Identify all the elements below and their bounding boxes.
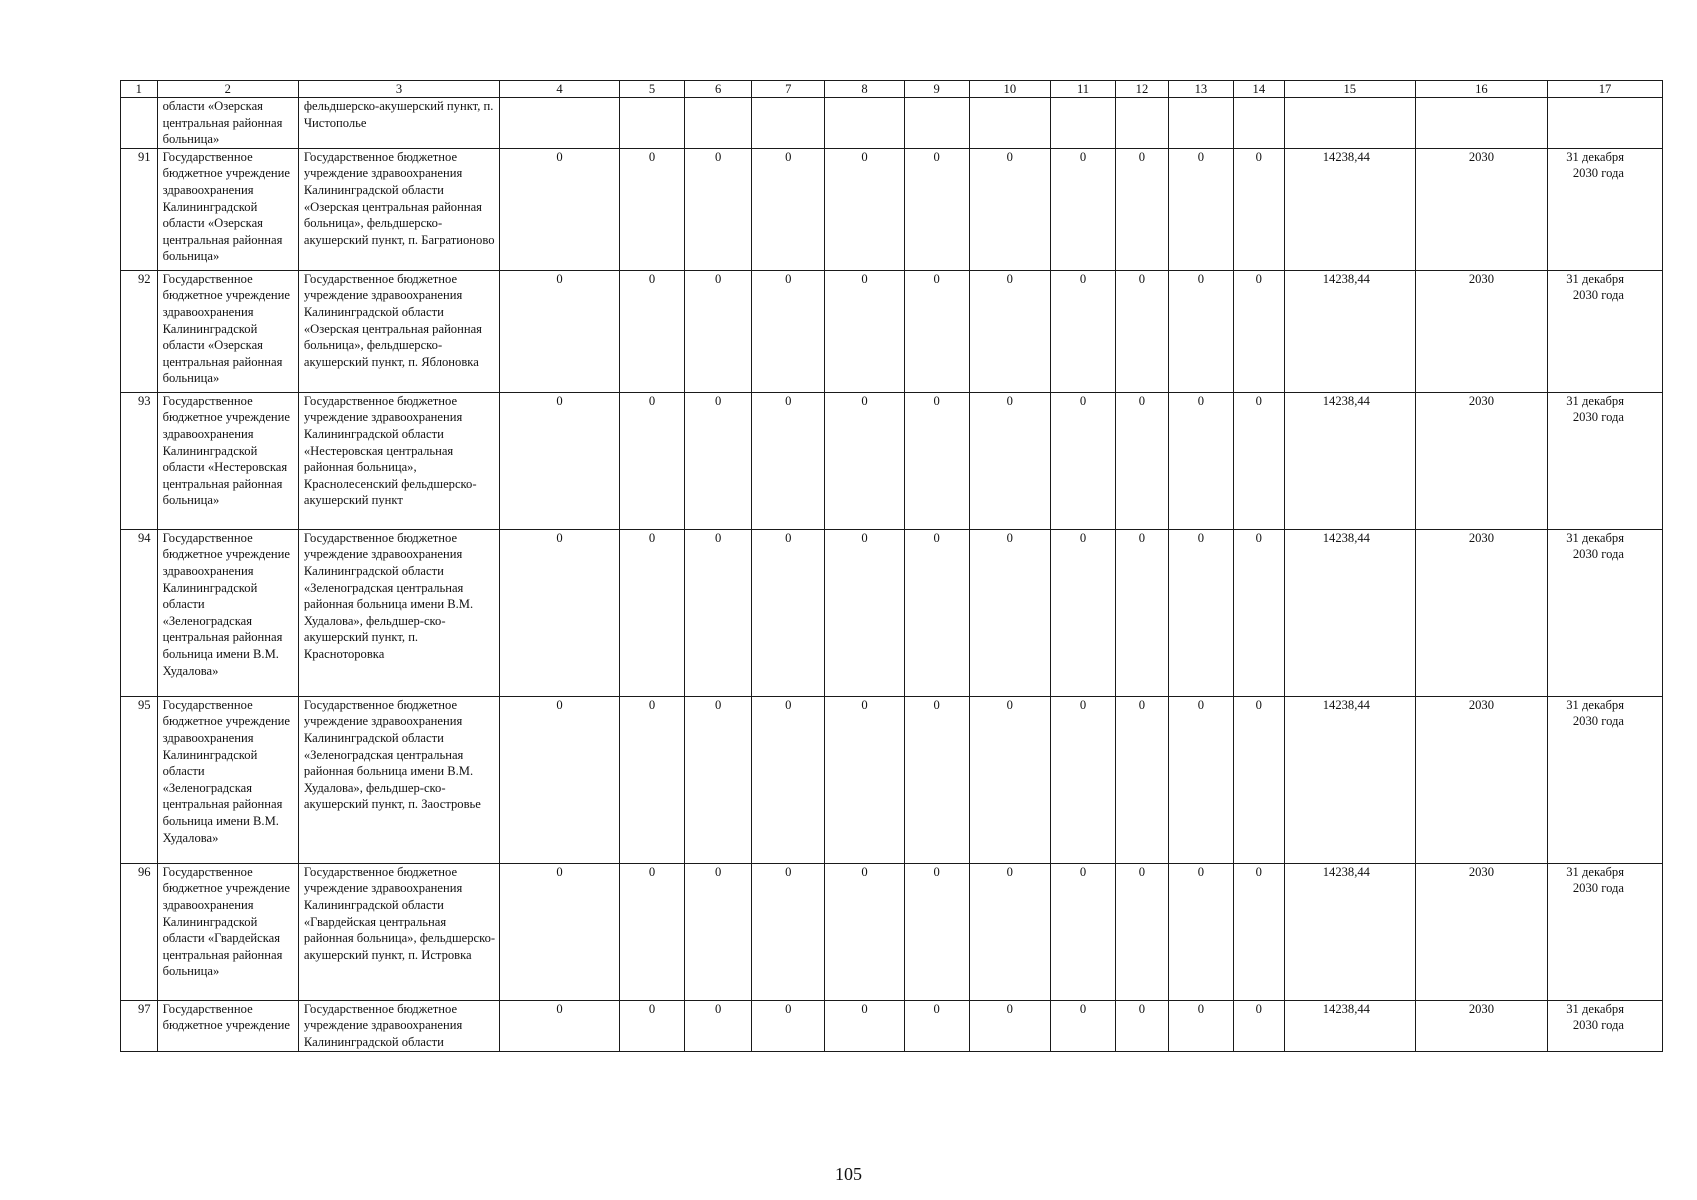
value-cell-col13: 0 <box>1168 148 1233 270</box>
table-row <box>121 696 1663 863</box>
value-cell-col5: 0 <box>620 148 685 270</box>
value-cell-col4: 0 <box>500 392 620 529</box>
value-cell-col6: 0 <box>685 270 752 392</box>
row-number-cell: 97 <box>121 1000 158 1051</box>
value-cell-col4 <box>500 98 620 149</box>
column-header-14: 14 <box>1233 81 1284 98</box>
column-header-1: 1 <box>121 81 158 98</box>
deadline-cell: 31 декабря 2030 года <box>1548 148 1663 270</box>
value-cell-col13: 0 <box>1168 863 1233 1000</box>
value-cell-col7: 0 <box>752 270 825 392</box>
amount-cell: 14238,44 <box>1284 392 1415 529</box>
table-row <box>121 1000 1663 1051</box>
value-cell-col8: 0 <box>825 148 904 270</box>
value-cell-col11: 0 <box>1050 863 1115 1000</box>
value-cell-col6: 0 <box>685 148 752 270</box>
row-number-cell: 95 <box>121 696 158 863</box>
row-number-cell: 96 <box>121 863 158 1000</box>
value-cell-col14: 0 <box>1233 529 1284 696</box>
value-cell-col11: 0 <box>1050 1000 1115 1051</box>
value-cell-col5: 0 <box>620 270 685 392</box>
organization-cell: Государственное бюджетное учреждение здравоохранения Калининградской области «Озерская центральная районная больница» <box>157 148 298 270</box>
value-cell-col6: 0 <box>685 696 752 863</box>
value-cell-col13: 0 <box>1168 270 1233 392</box>
deadline-cell: 31 декабря 2030 года <box>1548 270 1663 392</box>
value-cell-col5: 0 <box>620 392 685 529</box>
value-cell-col4: 0 <box>500 148 620 270</box>
row-number-cell: 94 <box>121 529 158 696</box>
value-cell-col4: 0 <box>500 529 620 696</box>
table-row <box>121 148 1663 270</box>
value-cell-col5: 0 <box>620 1000 685 1051</box>
value-cell-col8: 0 <box>825 696 904 863</box>
facility-cell: Государственное бюджетное учреждение здравоохранения Калининградской области «Зеленоградская центральная районная больница имени В.М. Худалова», фельдшер-ско-акушерский пункт, п. Красноторовка <box>298 529 499 696</box>
value-cell-col14: 0 <box>1233 270 1284 392</box>
table-row <box>121 863 1663 1000</box>
value-cell-col12: 0 <box>1116 148 1169 270</box>
amount-cell: 14238,44 <box>1284 863 1415 1000</box>
value-cell-col14: 0 <box>1233 148 1284 270</box>
value-cell-col13: 0 <box>1168 392 1233 529</box>
row-number-cell: 92 <box>121 270 158 392</box>
facility-cell: Государственное бюджетное учреждение здравоохранения Калининградской области «Нестеровская центральная районная больница», Краснолесенский фельдшерско-акушерский пункт <box>298 392 499 529</box>
year-cell: 2030 <box>1415 392 1547 529</box>
facility-cell: Государственное бюджетное учреждение здравоохранения Калининградской области «Зеленоградская центральная районная больница имени В.М. Худалова», фельдшер-ско-акушерский пункт, п. Заостровье <box>298 696 499 863</box>
value-cell-col13: 0 <box>1168 696 1233 863</box>
value-cell-col9: 0 <box>904 529 969 696</box>
amount-cell: 14238,44 <box>1284 1000 1415 1051</box>
value-cell-col12: 0 <box>1116 863 1169 1000</box>
value-cell-col9: 0 <box>904 392 969 529</box>
facility-cell: Государственное бюджетное учреждение здравоохранения Калининградской области <box>298 1000 499 1051</box>
organization-cell: Государственное бюджетное учреждение <box>157 1000 298 1051</box>
organization-cell: Государственное бюджетное учреждение здравоохранения Калининградской области «Зеленоградская центральная районная больница имени В.М. Худалова» <box>157 529 298 696</box>
value-cell-col4: 0 <box>500 696 620 863</box>
value-cell-col9: 0 <box>904 1000 969 1051</box>
column-header-7: 7 <box>752 81 825 98</box>
facility-cell: фельдшерско-акушерский пункт, п. Чистополье <box>298 98 499 149</box>
deadline-cell <box>1548 98 1663 149</box>
column-header-17: 17 <box>1548 81 1663 98</box>
value-cell-col10: 0 <box>969 696 1050 863</box>
value-cell-col10 <box>969 98 1050 149</box>
value-cell-col11: 0 <box>1050 392 1115 529</box>
value-cell-col9: 0 <box>904 270 969 392</box>
value-cell-col8: 0 <box>825 1000 904 1051</box>
value-cell-col10: 0 <box>969 529 1050 696</box>
value-cell-col13: 0 <box>1168 1000 1233 1051</box>
value-cell-col4: 0 <box>500 863 620 1000</box>
organization-cell: области «Озерская центральная районная больница» <box>157 98 298 149</box>
header-row <box>121 81 1663 98</box>
value-cell-col8: 0 <box>825 392 904 529</box>
value-cell-col10: 0 <box>969 1000 1050 1051</box>
column-header-6: 6 <box>685 81 752 98</box>
deadline-cell: 31 декабря 2030 года <box>1548 529 1663 696</box>
value-cell-col10: 0 <box>969 392 1050 529</box>
deadline-cell: 31 декабря 2030 года <box>1548 696 1663 863</box>
value-cell-col11: 0 <box>1050 148 1115 270</box>
value-cell-col4: 0 <box>500 1000 620 1051</box>
column-header-15: 15 <box>1284 81 1415 98</box>
value-cell-col9: 0 <box>904 148 969 270</box>
year-cell: 2030 <box>1415 1000 1547 1051</box>
value-cell-col6 <box>685 98 752 149</box>
column-header-2: 2 <box>157 81 298 98</box>
value-cell-col8 <box>825 98 904 149</box>
amount-cell: 14238,44 <box>1284 696 1415 863</box>
amount-cell: 14238,44 <box>1284 148 1415 270</box>
value-cell-col8: 0 <box>825 529 904 696</box>
value-cell-col12 <box>1116 98 1169 149</box>
value-cell-col11: 0 <box>1050 696 1115 863</box>
row-number-cell <box>121 98 158 149</box>
facility-cell: Государственное бюджетное учреждение здравоохранения Калининградской области «Гвардейская центральная районная больница», фельдшерско-акушерский пункт, п. Истровка <box>298 863 499 1000</box>
column-header-10: 10 <box>969 81 1050 98</box>
facility-cell: Государственное бюджетное учреждение здравоохранения Калининградской области «Озерская центральная районная больница», фельдшерско-акушерский пункт, п. Яблоновка <box>298 270 499 392</box>
organization-cell: Государственное бюджетное учреждение здравоохранения Калининградской области «Нестеровская центральная районная больница» <box>157 392 298 529</box>
value-cell-col9: 0 <box>904 696 969 863</box>
table-row <box>121 98 1663 149</box>
value-cell-col5 <box>620 98 685 149</box>
value-cell-col7 <box>752 98 825 149</box>
value-cell-col14: 0 <box>1233 863 1284 1000</box>
value-cell-col13 <box>1168 98 1233 149</box>
column-header-13: 13 <box>1168 81 1233 98</box>
facility-cell: Государственное бюджетное учреждение здравоохранения Калининградской области «Озерская центральная районная больница», фельдшерско-акушерский пункт, п. Багратионово <box>298 148 499 270</box>
value-cell-col5: 0 <box>620 863 685 1000</box>
value-cell-col12: 0 <box>1116 696 1169 863</box>
value-cell-col9 <box>904 98 969 149</box>
organization-cell: Государственное бюджетное учреждение здравоохранения Калининградской области «Озерская центральная районная больница» <box>157 270 298 392</box>
value-cell-col7: 0 <box>752 696 825 863</box>
column-header-5: 5 <box>620 81 685 98</box>
organization-cell: Государственное бюджетное учреждение здравоохранения Калининградской области «Гвардейская центральная районная больница» <box>157 863 298 1000</box>
value-cell-col7: 0 <box>752 863 825 1000</box>
table-row <box>121 529 1663 696</box>
column-header-8: 8 <box>825 81 904 98</box>
value-cell-col7: 0 <box>752 392 825 529</box>
value-cell-col14: 0 <box>1233 1000 1284 1051</box>
table-row <box>121 392 1663 529</box>
value-cell-col7: 0 <box>752 1000 825 1051</box>
value-cell-col6: 0 <box>685 1000 752 1051</box>
value-cell-col12: 0 <box>1116 392 1169 529</box>
value-cell-col12: 0 <box>1116 529 1169 696</box>
value-cell-col6: 0 <box>685 392 752 529</box>
deadline-cell: 31 декабря 2030 года <box>1548 392 1663 529</box>
column-header-16: 16 <box>1415 81 1547 98</box>
amount-cell: 14238,44 <box>1284 529 1415 696</box>
value-cell-col7: 0 <box>752 148 825 270</box>
column-header-11: 11 <box>1050 81 1115 98</box>
data-table <box>120 80 1663 1052</box>
year-cell <box>1415 98 1547 149</box>
organization-cell: Государственное бюджетное учреждение здравоохранения Калининградской области «Зеленоградская центральная районная больница имени В.М. Худалова» <box>157 696 298 863</box>
column-header-12: 12 <box>1116 81 1169 98</box>
value-cell-col8: 0 <box>825 863 904 1000</box>
year-cell: 2030 <box>1415 148 1547 270</box>
value-cell-col14: 0 <box>1233 696 1284 863</box>
value-cell-col12: 0 <box>1116 270 1169 392</box>
value-cell-col11 <box>1050 98 1115 149</box>
value-cell-col10: 0 <box>969 270 1050 392</box>
value-cell-col11: 0 <box>1050 270 1115 392</box>
value-cell-col13: 0 <box>1168 529 1233 696</box>
value-cell-col14 <box>1233 98 1284 149</box>
column-header-9: 9 <box>904 81 969 98</box>
value-cell-col7: 0 <box>752 529 825 696</box>
table-body <box>121 81 1663 1052</box>
value-cell-col6: 0 <box>685 863 752 1000</box>
amount-cell: 14238,44 <box>1284 270 1415 392</box>
amount-cell <box>1284 98 1415 149</box>
value-cell-col14: 0 <box>1233 392 1284 529</box>
value-cell-col10: 0 <box>969 148 1050 270</box>
year-cell: 2030 <box>1415 863 1547 1000</box>
value-cell-col10: 0 <box>969 863 1050 1000</box>
value-cell-col5: 0 <box>620 529 685 696</box>
value-cell-col4: 0 <box>500 270 620 392</box>
page-number: 105 <box>835 1164 862 1184</box>
row-number-cell: 91 <box>121 148 158 270</box>
value-cell-col12: 0 <box>1116 1000 1169 1051</box>
year-cell: 2030 <box>1415 270 1547 392</box>
year-cell: 2030 <box>1415 696 1547 863</box>
value-cell-col8: 0 <box>825 270 904 392</box>
deadline-cell: 31 декабря 2030 года <box>1548 1000 1663 1051</box>
column-header-3: 3 <box>298 81 499 98</box>
value-cell-col9: 0 <box>904 863 969 1000</box>
value-cell-col11: 0 <box>1050 529 1115 696</box>
column-header-4: 4 <box>500 81 620 98</box>
table-row <box>121 270 1663 392</box>
value-cell-col6: 0 <box>685 529 752 696</box>
row-number-cell: 93 <box>121 392 158 529</box>
year-cell: 2030 <box>1415 529 1547 696</box>
deadline-cell: 31 декабря 2030 года <box>1548 863 1663 1000</box>
value-cell-col5: 0 <box>620 696 685 863</box>
